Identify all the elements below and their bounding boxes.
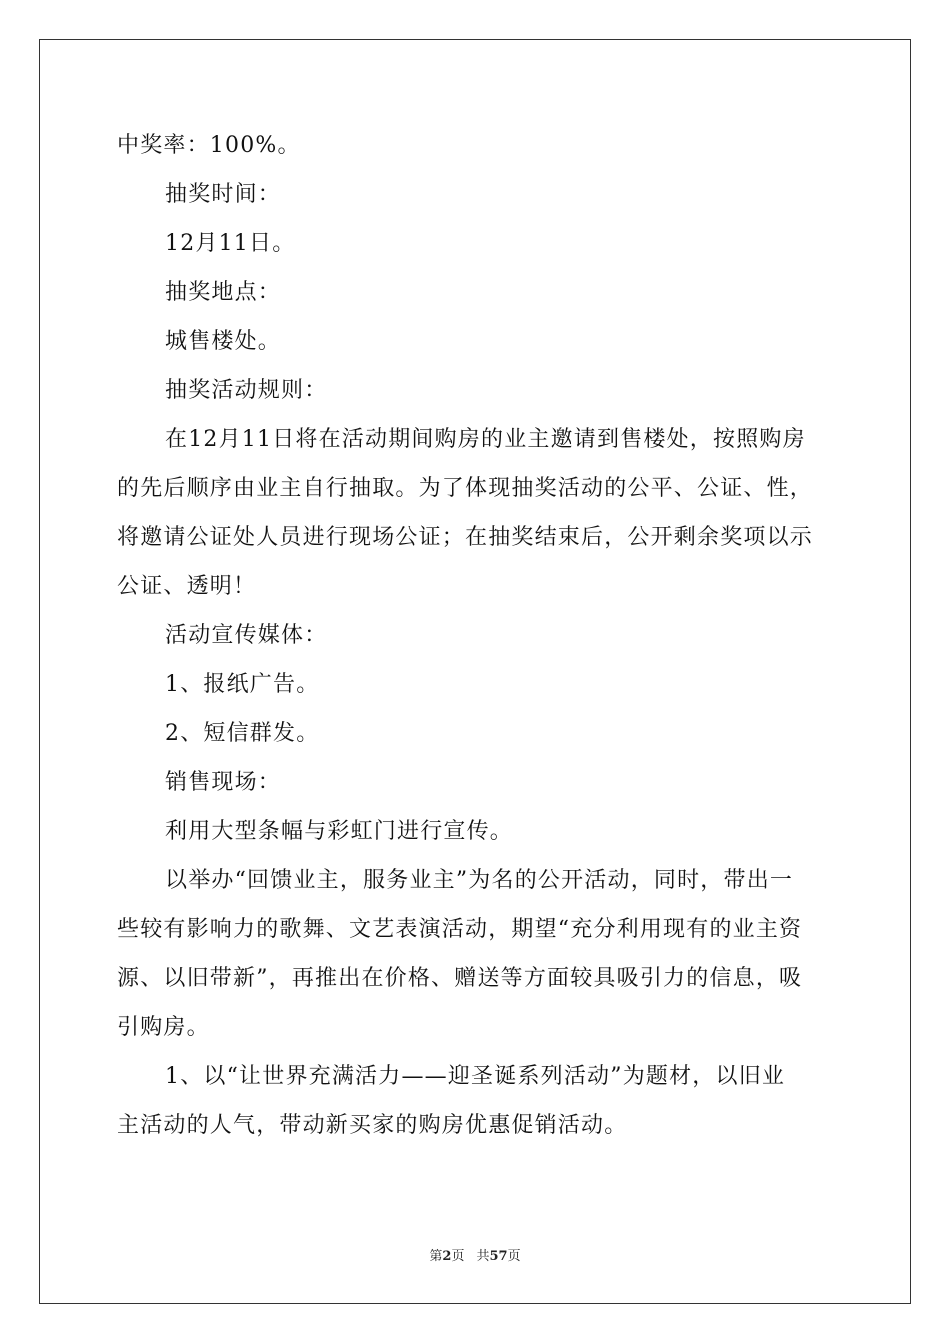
text-line-3: 12月11日。 bbox=[165, 231, 296, 256]
text-line-6: 抽奖活动规则： bbox=[165, 378, 328, 403]
total-suffix: 页 bbox=[507, 1249, 521, 1264]
text-line-12: 1、报纸广告。 bbox=[165, 672, 320, 697]
page-footer bbox=[0, 1245, 950, 1264]
text-line-8: 的先后顺序由业主自行抽取。为了体现抽奖活动的公平、公证、性， bbox=[117, 476, 814, 501]
text-line-13: 2、短信群发。 bbox=[165, 721, 320, 746]
text-line-9: 将邀请公证处人员进行现场公证；在抽奖结束后，公开剩余奖项以示 bbox=[117, 525, 814, 550]
text-line-17: 些较有影响力的歌舞、文艺表演活动，期望“充分利用现有的业主资 bbox=[117, 917, 803, 942]
text-line-15: 利用大型条幅与彩虹门进行宣传。 bbox=[165, 819, 514, 844]
text-line-10: 公证、透明！ bbox=[117, 574, 257, 599]
total-pages: 57 bbox=[489, 1249, 508, 1264]
page-suffix: 页 bbox=[451, 1249, 465, 1264]
page-number: 2 bbox=[442, 1249, 452, 1264]
text-line-16: 以举办“回馈业主，服务业主”为名的公开活动，同时，带出一 bbox=[165, 868, 794, 893]
page-prefix: 第 bbox=[429, 1249, 443, 1264]
text-line-19: 引购房。 bbox=[117, 1015, 210, 1040]
document-body bbox=[117, 128, 837, 1157]
text-line-14: 销售现场： bbox=[165, 770, 282, 795]
text-line-7: 在12月11日将在活动期间购房的业主邀请到售楼处，按照购房 bbox=[165, 427, 806, 452]
text-line-2: 抽奖时间： bbox=[165, 182, 282, 207]
text-line-1: 中奖率：100%。 bbox=[117, 133, 301, 158]
text-line-20: 1、以“让世界充满活力——迎圣诞系列活动”为题材，以旧业 bbox=[165, 1064, 786, 1089]
total-prefix: 共 bbox=[476, 1249, 490, 1264]
text-line-11: 活动宣传媒体： bbox=[165, 623, 328, 648]
text-line-4: 抽奖地点： bbox=[165, 280, 282, 305]
text-line-5: 城售楼处。 bbox=[165, 329, 282, 354]
text-line-21: 主活动的人气，带动新买家的购房优惠促销活动。 bbox=[117, 1113, 628, 1138]
text-line-18: 源、以旧带新”，再推出在价格、赠送等方面较具吸引力的信息，吸 bbox=[117, 966, 803, 991]
